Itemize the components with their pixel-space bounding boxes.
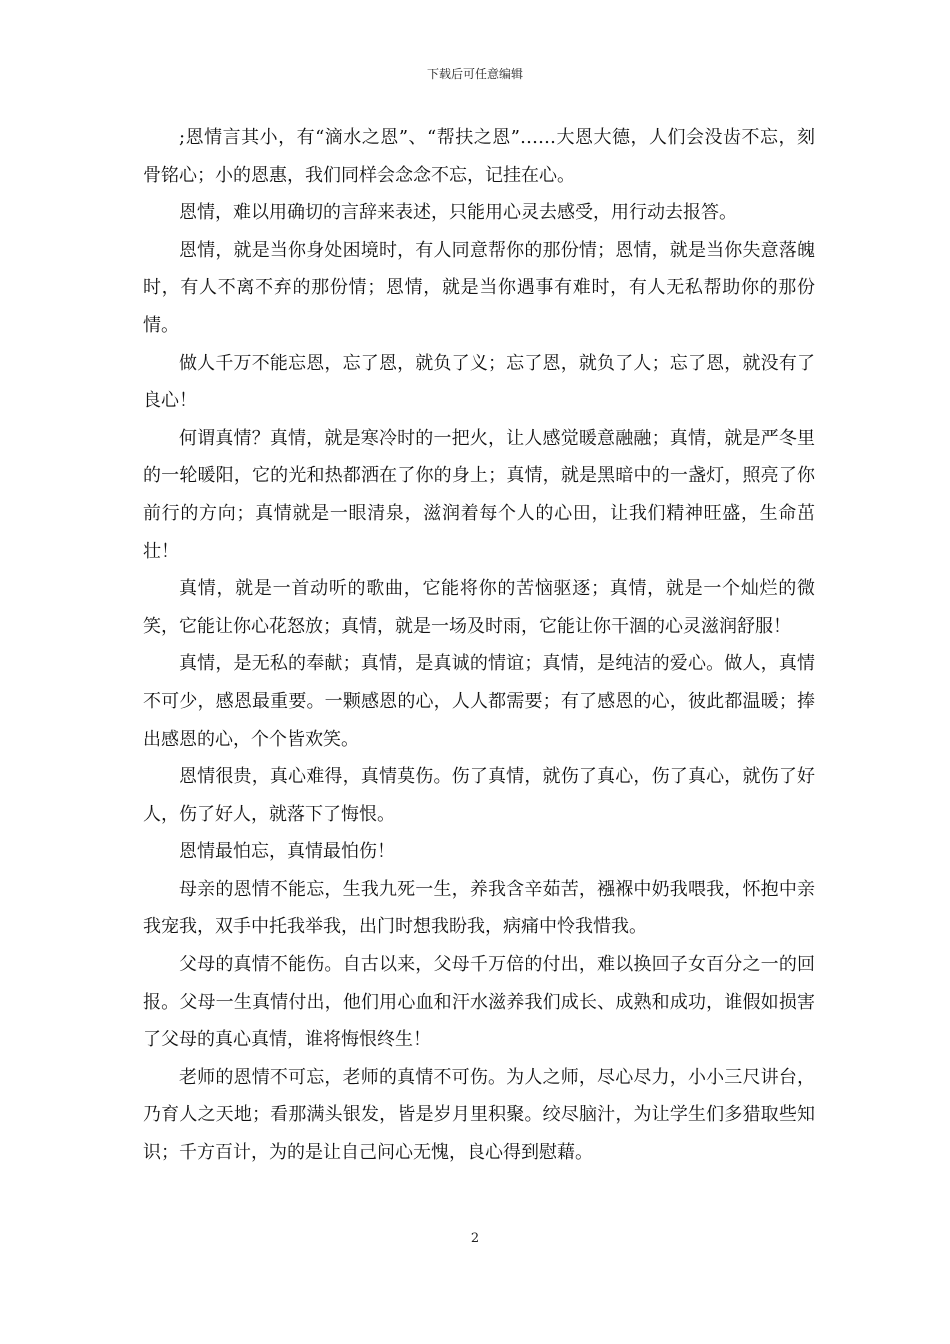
paragraph: 真情，就是一首动听的歌曲，它能将你的苦恼驱逐；真情，就是一个灿烂的微笑，它能让你心花怒放；真情，就是一场及时雨，它能让你干涸的心灵滋润舒服！ <box>143 578 815 637</box>
page-header: 下载后可任意编辑 <box>426 67 523 81</box>
document-body <box>143 119 815 1172</box>
page-number: 2 <box>470 1231 480 1246</box>
paragraph: 母亲的恩情不能忘，生我九死一生，养我含辛茹苦，襁褓中奶我喂我，怀抱中亲我宠我，双手中托我举我，出门时想我盼我，病痛中怜我惜我。 <box>143 878 815 938</box>
paragraph: 父母的真情不能伤。自古以来，父母千万倍的付出，难以换回子女百分之一的回报。父母一生真情付出，他们用心血和汗水滋养我们成长、成熟和成功，谁假如损害了父母的真心真情，谁将悔恨终生！ <box>143 954 815 1051</box>
paragraph: 恩情，就是当你身处困境时，有人同意帮你的那份情；恩情，就是当你失意落魄时，有人不离不弃的那份情；恩情，就是当你遇事有难时，有人无私帮助你的那份情。 <box>143 239 815 336</box>
paragraph: 做人千万不能忘恩，忘了恩，就负了义；忘了恩，就负了人；忘了恩，就没有了良心！ <box>143 352 815 412</box>
paragraph: 真情，是无私的奉献；真情，是真诚的情谊；真情，是纯洁的爱心。做人，真情不可少，感恩最重要。一颗感恩的心，人人都需要；有了感恩的心，彼此都温暖；捧出感恩的心，个个皆欢笑。 <box>143 653 815 750</box>
paragraph: 何谓真情？真情，就是寒冷时的一把火，让人感觉暖意融融；真情，就是严冬里的一轮暖阳，它的光和热都洒在了你的身上；真情，就是黑暗中的一盏灯，照亮了你前行的方向；真情就是一眼清泉，滋润着每个人的心田，让我们精神旺盛，生命茁壮！ <box>143 427 815 562</box>
paragraph: 恩情，难以用确切的言辞来表述，只能用心灵去感受，用行动去报答。 <box>179 202 737 224</box>
paragraph: 恩情最怕忘，真情最怕伤！ <box>179 841 395 863</box>
paragraph: 恩情很贵，真心难得，真情莫伤。伤了真情，就伤了真心，伤了真心，就伤了好人，伤了好人，就落下了悔恨。 <box>143 766 815 825</box>
paragraph: ;恩情言其小，有“滴水之恩”、“帮扶之恩”……大恩大德，人们会没齿不忘，刻骨铭心；小的恩惠，我们同样会念念不忘，记挂在心。 <box>143 127 815 186</box>
paragraph: 老师的恩情不可忘，老师的真情不可伤。为人之师，尽心尽力，小小三尺讲台，乃育人之天地；看那满头银发，皆是岁月里积聚。绞尽脑汁，为让学生们多猎取些知识；千方百计，为的是让自己问心无愧，良心得到慰藉。 <box>143 1066 815 1164</box>
